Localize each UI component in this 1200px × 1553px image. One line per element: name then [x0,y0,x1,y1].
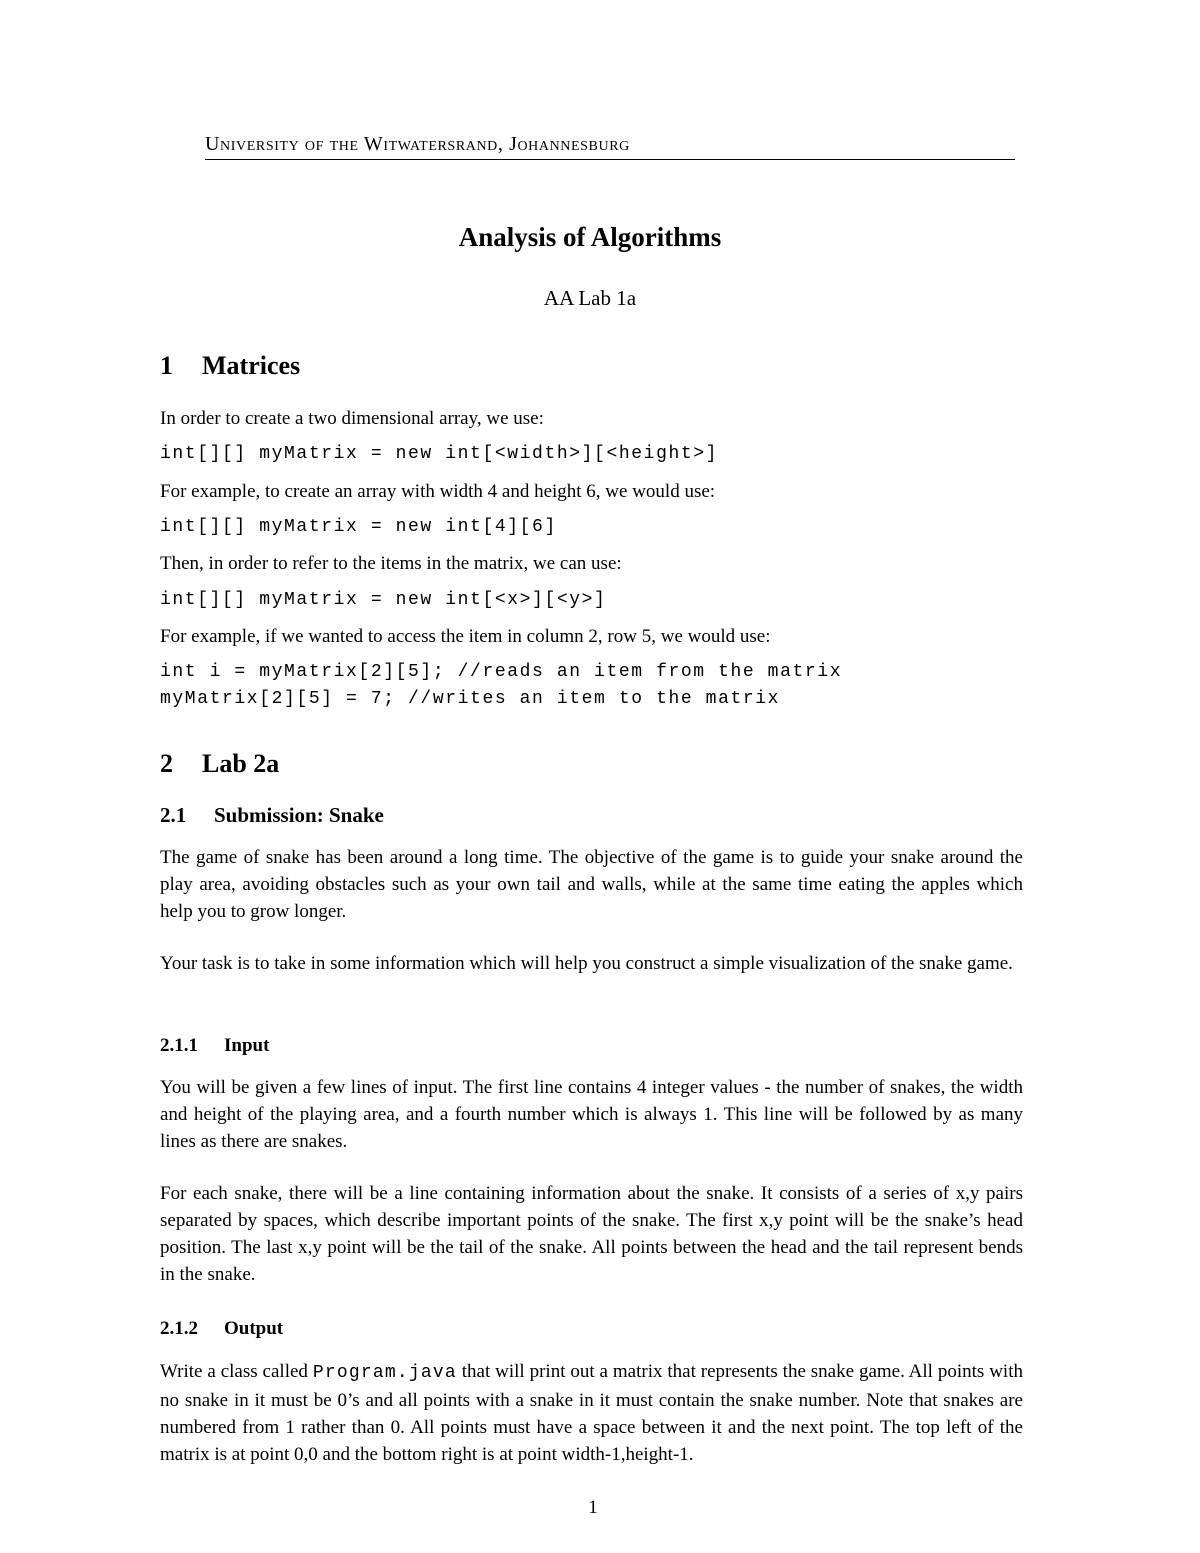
document-subtitle: AA Lab 1a [543,286,637,310]
section-1-heading [160,351,1023,381]
code-line: int[][] myMatrix = new int[<width>][<height>] [160,444,719,464]
section-title: Matrices [202,351,301,380]
subsubsection-title: Input [224,1035,270,1056]
code-line: int i = myMatrix[2][5]; //reads an item from the matrix [160,662,843,682]
paragraph: For each snake, there will be a line containing information about the snake. It consists of a series of x,y pairs separated by spaces, which describe important points of the snake. The first x,y point will be the snake’s head position. The last x,y point will be the tail of the snake. All points between the head and the tail represent bends in the snake. [160,1183,1023,1285]
code-line: int[][] myMatrix = new int[4][6] [160,517,557,537]
subsubsection-number: 2.1.1 [160,1035,198,1056]
section-number: 2 [160,749,173,778]
paragraph: Then, in order to refer to the items in the matrix, we can use: [160,553,622,574]
text-run: Write a class called [160,1361,313,1382]
subsection-title: Submission: Snake [214,803,384,827]
subsubsection-number: 2.1.2 [160,1318,198,1339]
subsubsection-output-heading [160,1318,1023,1340]
paragraph: For example, to create an array with width 4 and height 6, we would use: [160,481,716,502]
document-title: Analysis of Algorithms [458,222,722,252]
code-line: myMatrix[2][5] = 7; //writes an item to the matrix [160,689,781,709]
page-number: 1 [588,1497,598,1518]
code-line: int[][] myMatrix = new int[<x>][<y>] [160,590,607,610]
paragraph: You will be given a few lines of input. The first line contains 4 integer values - the number of snakes, the width and height of the playing area, and a fourth number which is always 1. This line will be followed by as many lines as there are snakes. [160,1077,1023,1152]
paragraph [160,1358,1023,1468]
subsubsection-title: Output [224,1318,284,1339]
university-header: University of the Witwatersrand, Johannesburg [205,132,1015,160]
subsection-number: 2.1 [160,803,187,827]
section-2-heading [160,749,1023,779]
paragraph: For example, if we wanted to access the item in column 2, row 5, we would use: [160,626,771,647]
paragraph: In order to create a two dimensional array, we use: [160,408,544,429]
paragraph: Your task is to take in some information which will help you construct a simple visualization of the snake game. [160,953,1013,974]
subsubsection-input-heading [160,1035,1023,1057]
text-run: that will print out a matrix that represents the snake game. All points with no snake in it must be 0’s and all points with a snake in it must contain the snake number. Note that snakes are numbered from 1 rather than 0. All points must have a space between it and the next point. The top left of the matrix is at point 0,0 and the bottom right is at point width-1,height-1. [160,1361,1023,1465]
inline-code: Program.java [312,1363,457,1383]
paragraph: The game of snake has been around a long time. The objective of the game is to guide your snake around the play area, avoiding obstacles such as your own tail and walls, while at the same time eating the apples which help you to grow longer. [160,847,1023,922]
subsection-2-1-heading [160,803,1023,828]
section-number: 1 [160,351,173,380]
section-title: Lab 2a [202,749,280,778]
